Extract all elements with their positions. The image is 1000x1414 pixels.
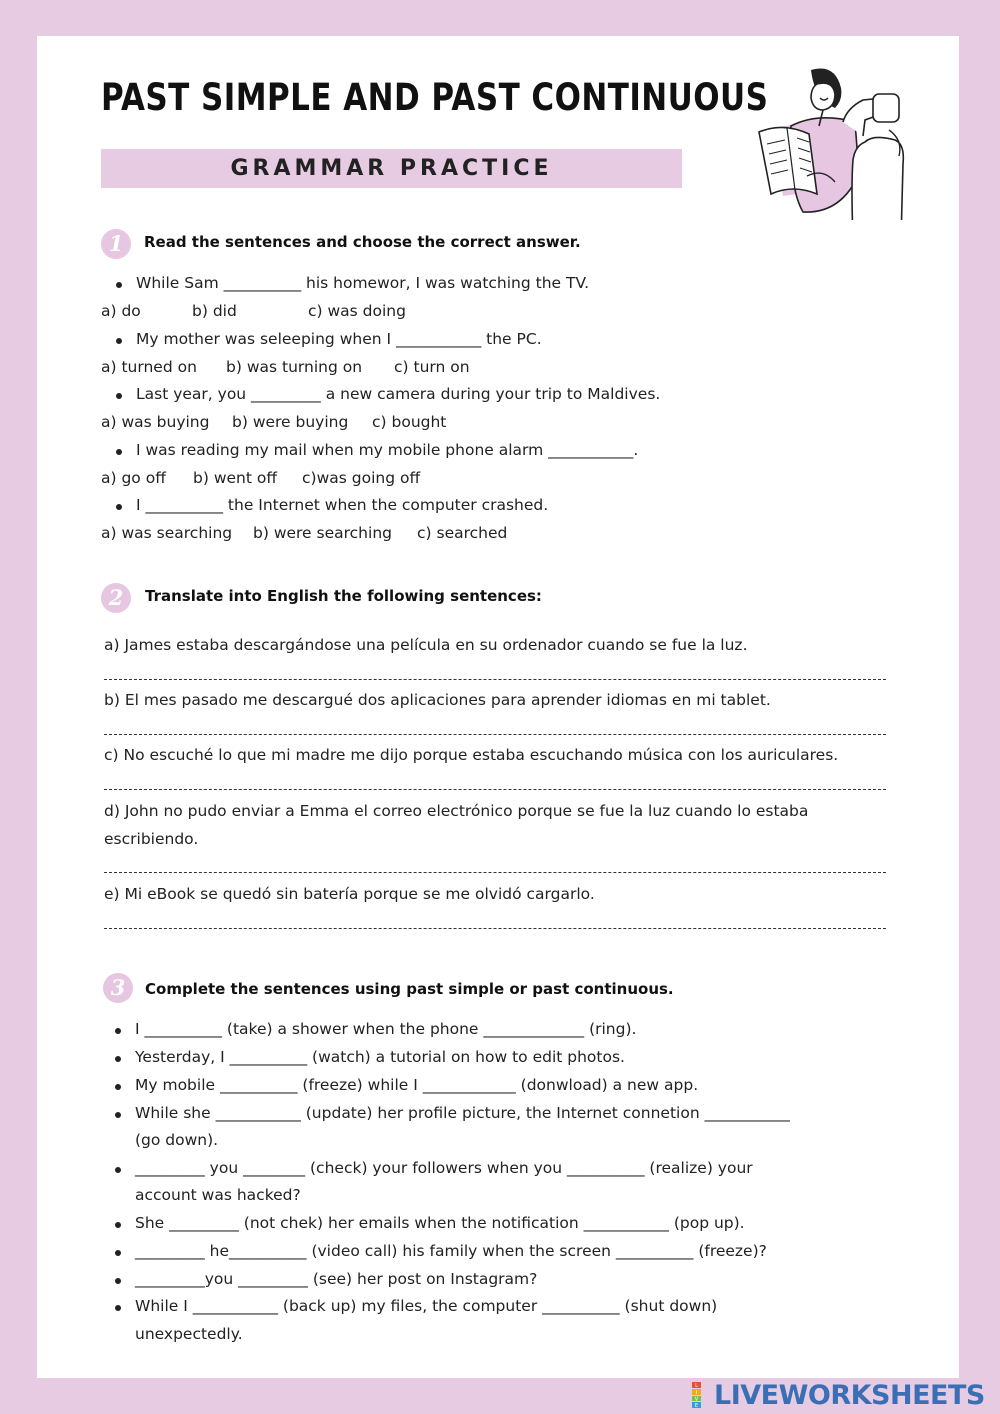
question-5-sentence: I __________ the Internet when the computer crashed. — [136, 496, 549, 514]
question-4-option-a[interactable]: a) go off — [101, 469, 166, 487]
question-1-option-a[interactable]: a) do — [101, 302, 141, 320]
question-5-option-b[interactable]: b) were searching — [253, 524, 392, 542]
complete-item-1: I __________ (take) a shower when the phone _____________ (ring). — [135, 1020, 637, 1038]
logo-letter-l: L — [695, 1383, 698, 1389]
question-3-option-a[interactable]: a) was buying — [101, 413, 210, 431]
liveworksheets-logo[interactable] — [692, 1380, 985, 1410]
complete-item-9-continued: unexpectedly. — [135, 1325, 243, 1343]
worksheet-page — [37, 36, 959, 1378]
translation-item-a: a) James estaba descargándose una película en su ordenador cuando se fue la luz. — [104, 636, 748, 654]
section-2-instruction: Translate into English the following sentences: — [145, 587, 542, 605]
question-5-option-c[interactable]: c) searched — [417, 524, 508, 542]
section-1-number: 1 — [101, 229, 131, 259]
complete-item-5-continued: account was hacked? — [135, 1186, 301, 1204]
translation-item-d: d) John no pudo enviar a Emma el correo electrónico porque se fue la luz cuando lo estaba — [104, 802, 809, 820]
question-2-option-c[interactable]: c) turn on — [394, 358, 470, 376]
complete-item-5: _________ you ________ (check) your followers when you __________ (realize) your — [135, 1159, 753, 1177]
translation-item-c: c) No escuché lo que mi madre me dijo porque estaba escuchando música con los auriculares. — [104, 746, 839, 764]
logo-text: LIVEWORKSHEETS — [714, 1379, 985, 1411]
question-4-option-c[interactable]: c)was going off — [302, 469, 421, 487]
page-subtitle: GRAMMAR PRACTICE — [230, 156, 553, 181]
logo-letter-v: V — [694, 1396, 699, 1403]
question-1-option-b[interactable]: b) did — [192, 302, 237, 320]
page-title: PAST SIMPLE AND PAST CONTINUOUS — [101, 76, 769, 119]
question-3-sentence: Last year, you _________ a new camera during your trip to Maldives. — [136, 385, 661, 403]
answer-line-e[interactable] — [104, 928, 886, 929]
answer-line-b[interactable] — [104, 734, 886, 735]
question-2-sentence: My mother was seleeping when I ___________ the PC. — [136, 330, 542, 348]
question-3-option-b[interactable]: b) were buying — [232, 413, 349, 431]
section-3-number: 3 — [103, 973, 133, 1003]
question-1-option-c[interactable]: c) was doing — [308, 302, 406, 320]
question-4-option-b[interactable]: b) went off — [193, 469, 278, 487]
question-2-option-b[interactable]: b) was turning on — [226, 358, 363, 376]
question-2-option-a[interactable]: a) turned on — [101, 358, 197, 376]
question-4-sentence: I was reading my mail when my mobile phone alarm ___________. — [136, 441, 639, 459]
question-1-sentence: While Sam __________ his homewor, I was watching the TV. — [136, 274, 590, 292]
complete-item-4: While she ___________ (update) her profile picture, the Internet connetion ___________ — [135, 1104, 790, 1122]
answer-line-d[interactable] — [104, 872, 886, 873]
complete-item-8: _________you _________ (see) her post on Instagram? — [135, 1270, 538, 1288]
reading-woman-illustration — [723, 64, 923, 220]
section-1-instruction: Read the sentences and choose the correct answer. — [144, 233, 581, 251]
complete-item-3: My mobile __________ (freeze) while I ____________ (donwload) a new app. — [135, 1076, 699, 1094]
section-2-number: 2 — [101, 583, 131, 613]
complete-item-9: While I ___________ (back up) my files, the computer __________ (shut down) — [135, 1297, 718, 1315]
complete-item-4-continued: (go down). — [135, 1131, 219, 1149]
question-3-option-c[interactable]: c) bought — [372, 413, 447, 431]
answer-line-c[interactable] — [104, 789, 886, 790]
section-3-instruction: Complete the sentences using past simple or past continuous. — [145, 980, 674, 998]
answer-line-a[interactable] — [104, 679, 886, 680]
liveworksheets-logo-icon — [692, 1382, 714, 1408]
logo-letter-e: E — [694, 1403, 699, 1408]
question-5-option-a[interactable]: a) was searching — [101, 524, 233, 542]
complete-item-7: _________ he__________ (video call) his family when the screen __________ (freeze)? — [135, 1242, 767, 1260]
translation-item-e: e) Mi eBook se quedó sin batería porque se me olvidó cargarlo. — [104, 885, 595, 903]
translation-item-d-continued: escribiendo. — [104, 830, 199, 848]
complete-item-2: Yesterday, I __________ (watch) a tutorial on how to edit photos. — [135, 1048, 625, 1066]
translation-item-b: b) El mes pasado me descargué dos aplicaciones para aprender idiomas en mi tablet. — [104, 691, 771, 709]
logo-letter-i: I — [695, 1390, 698, 1396]
complete-item-6: She _________ (not chek) her emails when the notification ___________ (pop up). — [135, 1214, 745, 1232]
